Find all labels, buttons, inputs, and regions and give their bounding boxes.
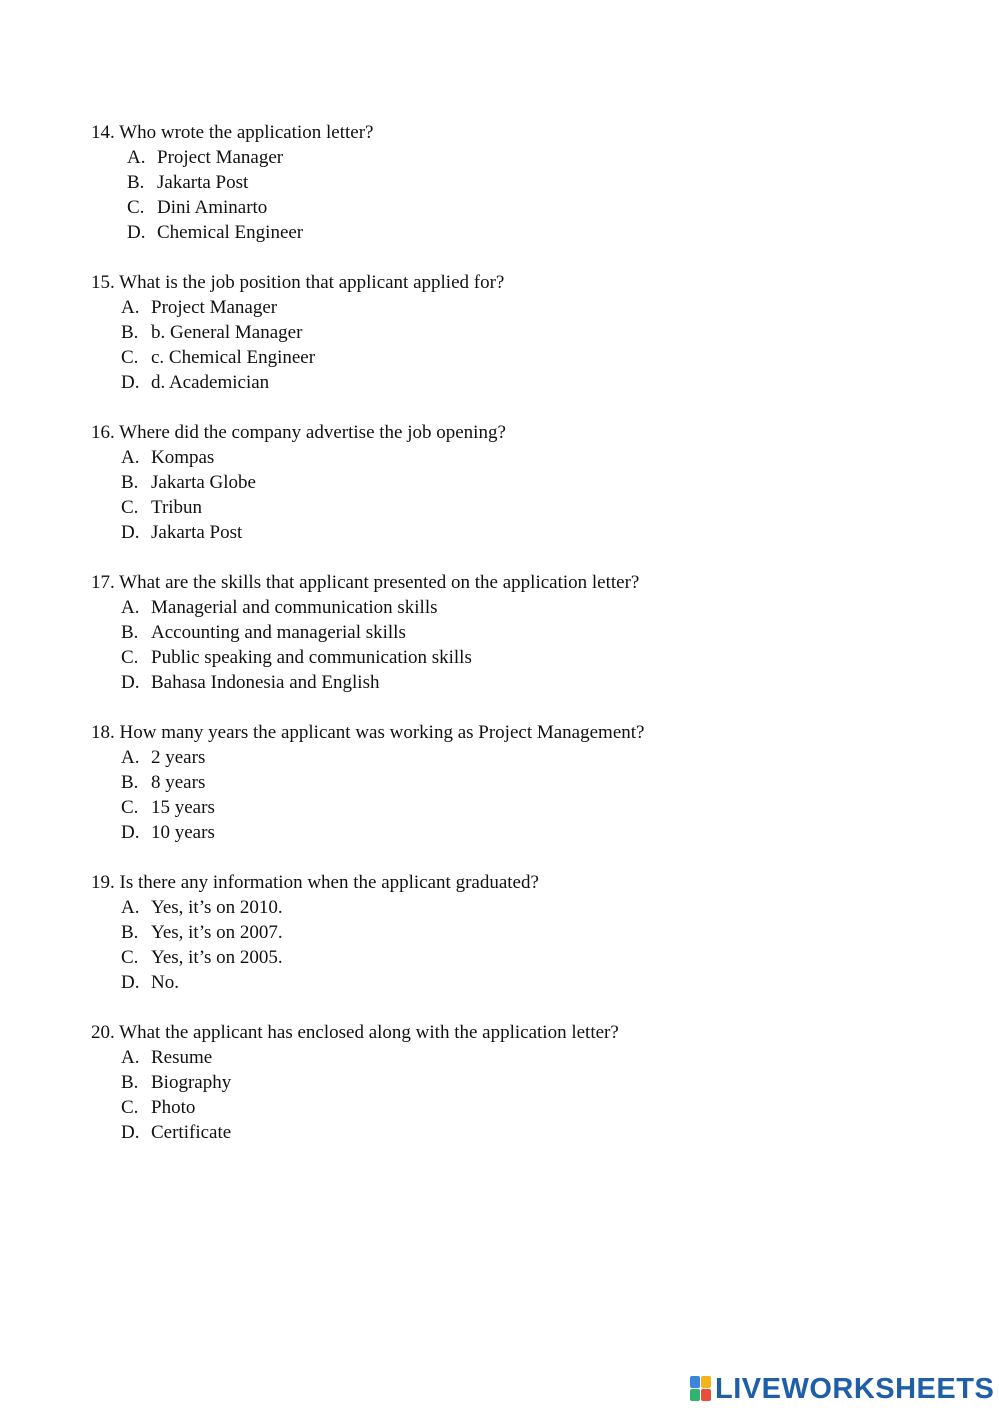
option-letter: A. [121,447,140,468]
option-b[interactable] [91,770,951,795]
question-number: 15. [91,272,115,293]
option-letter: C. [127,197,145,218]
option-c[interactable] [91,495,951,520]
question-number: 17. [91,572,115,593]
option-list [91,445,951,545]
option-letter: B. [121,622,139,643]
question-15 [91,270,951,395]
option-text: Resume [151,1047,213,1068]
option-text: Dini Aminarto [157,197,268,218]
option-letter: D. [121,372,140,393]
question-20 [91,1020,951,1145]
option-d[interactable] [91,670,951,695]
question-19 [91,870,951,995]
option-letter: A. [121,297,140,318]
option-text: 10 years [151,822,215,843]
option-d[interactable] [91,820,951,845]
option-text: Yes, it’s on 2005. [151,947,283,968]
option-letter: C. [121,647,139,668]
option-a[interactable] [91,445,951,470]
option-text: Certificate [151,1122,232,1143]
option-text: Project Manager [157,147,284,168]
option-letter: A. [121,897,140,918]
option-c[interactable] [91,345,951,370]
question-number: 18. [91,722,115,743]
option-d[interactable] [91,970,951,995]
option-letter: A. [121,747,140,768]
option-letter: D. [121,1122,140,1143]
option-text: Yes, it’s on 2007. [151,922,283,943]
question-text [91,570,951,595]
option-text: Chemical Engineer [157,222,304,243]
option-d[interactable] [91,1120,951,1145]
option-text: Project Manager [151,297,278,318]
option-b[interactable] [91,470,951,495]
option-letter: C. [121,1097,139,1118]
option-d[interactable] [91,370,951,395]
option-text: Yes, it’s on 2010. [151,897,283,918]
question-text [91,720,951,745]
option-b[interactable] [91,1070,951,1095]
option-letter: B. [121,922,139,943]
option-letter: B. [121,1072,139,1093]
option-list [91,1045,951,1145]
question-text [91,1020,951,1045]
option-c[interactable] [91,645,951,670]
question-text [91,420,951,445]
option-letter: C. [121,947,139,968]
question-text [91,870,951,895]
option-a[interactable] [91,1045,951,1070]
option-text: 8 years [151,772,206,793]
question-number: 19. [91,872,115,893]
question-number: 14. [91,122,115,143]
option-letter: B. [121,472,139,493]
question-prompt: What is the job position that applicant applied for? [119,272,505,293]
option-letter: C. [121,497,139,518]
option-b[interactable] [91,620,951,645]
option-text: 2 years [151,747,206,768]
option-c[interactable] [91,795,951,820]
question-text [91,270,951,295]
option-list [91,745,951,845]
option-text: Biography [151,1072,232,1093]
option-letter: C. [121,797,139,818]
logo-blocks-icon [690,1376,712,1402]
option-list [91,295,951,395]
option-list [91,145,951,245]
logo-text: LIVEWORKSHEETS [715,1373,995,1405]
question-prompt: Is there any information when the applicant graduated? [119,872,539,893]
option-letter: B. [121,772,139,793]
option-letter: B. [121,322,139,343]
option-list [91,895,951,995]
option-text: No. [151,972,179,993]
option-letter: B. [127,172,145,193]
question-number: 20. [91,1022,115,1043]
option-letter: D. [121,672,140,693]
question-number: 16. [91,422,115,443]
option-text: d. Academician [151,372,270,393]
option-b[interactable] [91,170,951,195]
option-text: Managerial and communication skills [151,597,438,618]
option-a[interactable] [91,295,951,320]
question-16 [91,420,951,545]
option-letter: A. [121,597,140,618]
option-list [91,595,951,695]
question-prompt: Who wrote the application letter? [119,122,374,143]
option-text: Jakarta Globe [151,472,256,493]
option-a[interactable] [91,595,951,620]
option-letter: A. [127,147,146,168]
option-d[interactable] [91,520,951,545]
option-letter: D. [121,822,140,843]
question-14 [91,120,951,245]
option-text: Tribun [151,497,203,518]
option-letter: D. [121,522,140,543]
option-c[interactable] [91,945,951,970]
question-prompt: What the applicant has enclosed along with the application letter? [119,1022,619,1043]
question-prompt: Where did the company advertise the job opening? [119,422,506,443]
question-18 [91,720,951,845]
option-text: Bahasa Indonesia and English [151,672,380,693]
question-17 [91,570,951,695]
option-text: c. Chemical Engineer [151,347,316,368]
option-text: Jakarta Post [157,172,249,193]
option-letter: D. [127,222,146,243]
option-letter: C. [121,347,139,368]
option-d[interactable] [91,220,951,245]
option-a[interactable] [91,745,951,770]
option-a[interactable] [91,145,951,170]
option-letter: D. [121,972,140,993]
question-prompt: How many years the applicant was working as Project Management? [119,722,645,743]
liveworksheets-logo [690,1372,994,1406]
question-text [91,120,951,145]
question-prompt: What are the skills that applicant presented on the application letter? [119,572,640,593]
option-text: Jakarta Post [151,522,243,543]
option-a[interactable] [91,895,951,920]
option-c[interactable] [91,1095,951,1120]
option-text: Public speaking and communication skills [151,647,472,668]
option-text: 15 years [151,797,215,818]
option-b[interactable] [91,320,951,345]
option-text: Kompas [151,447,215,468]
option-text: b. General Manager [151,322,303,343]
option-text: Accounting and managerial skills [151,622,406,643]
option-letter: A. [121,1047,140,1068]
option-b[interactable] [91,920,951,945]
option-c[interactable] [91,195,951,220]
option-text: Photo [151,1097,196,1118]
